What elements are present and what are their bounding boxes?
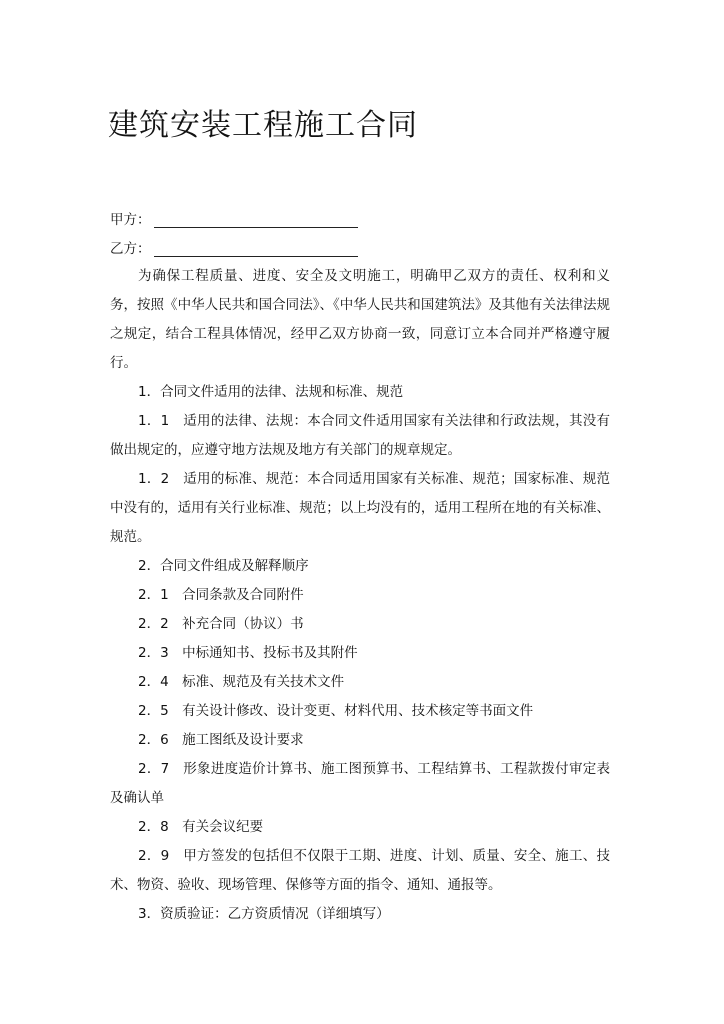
- paragraph: 2．9 甲方签发的包括但不仅限于工期、进度、计划、质量、安全、施工、技术、物资、验收、现场管理、保修等方面的指令、通知、通报等。: [110, 848, 610, 893]
- paragraph: 3．资质验证：乙方资质情况（详细填写）: [138, 906, 390, 922]
- party-a-blank: [154, 213, 358, 228]
- paragraph: 为确保工程质量、进度、安全及文明施工，明确甲乙双方的责任、权利和义务，按照《中华人民共和国合同法》、《中华人民共和国建筑法》及其他有关法律法规之规定，结合工程具体情况，经甲乙双方协商一致，同意订立本合同并严格遵守履行。: [110, 268, 610, 371]
- party-a-row: [110, 208, 358, 228]
- paragraph: 1．合同文件适用的法律、法规和标准、规范: [138, 384, 404, 400]
- party-b-label: 乙方：: [110, 241, 151, 257]
- paragraph: 2．3 中标通知书、投标书及其附件: [138, 645, 358, 661]
- paragraph: 2．2 补充合同（协议）书: [138, 616, 304, 632]
- party-a-label: 甲方：: [110, 212, 151, 228]
- party-b-row: [110, 237, 358, 257]
- paragraph: 2．合同文件组成及解释顺序: [138, 558, 309, 574]
- paragraph: 2．6 施工图纸及设计要求: [138, 732, 304, 748]
- paragraph: 1．1 适用的法律、法规：本合同文件适用国家有关法律和行政法规，其没有做出规定的，应遵守地方法规及地方有关部门的规章规定。: [110, 413, 610, 458]
- page-title: 建筑安装工程施工合同: [108, 108, 418, 143]
- contract-body: [110, 262, 610, 929]
- paragraph: 2．4 标准、规范及有关技术文件: [138, 674, 345, 690]
- paragraph: 2．5 有关设计修改、设计变更、材料代用、技术核定等书面文件: [138, 703, 534, 719]
- paragraph: 2．7 形象进度造价计算书、施工图预算书、工程结算书、工程款拨付审定表及确认单: [110, 761, 610, 806]
- paragraph: 2．1 合同条款及合同附件: [138, 587, 304, 603]
- paragraph: 2．8 有关会议纪要: [138, 819, 264, 835]
- party-b-blank: [154, 242, 358, 257]
- paragraph: 1．2 适用的标准、规范：本合同适用国家有关标准、规范；国家标准、规范中没有的，适用有关行业标准、规范；以上均没有的，适用工程所在地的有关标准、规范。: [110, 471, 610, 545]
